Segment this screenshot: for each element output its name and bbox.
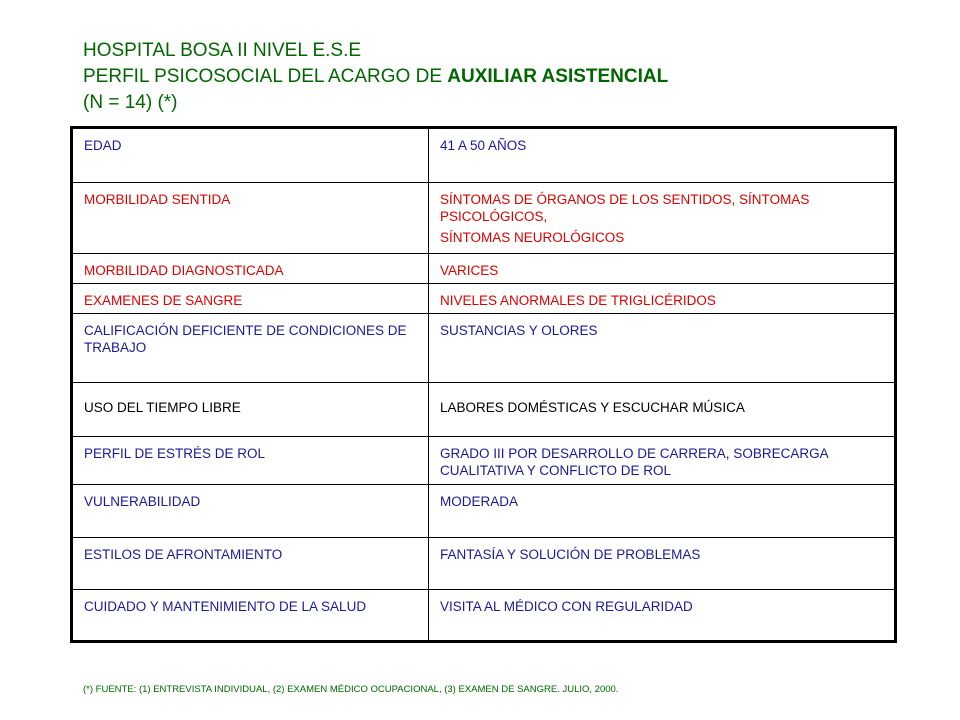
table-row <box>72 538 896 590</box>
table-row <box>72 128 896 183</box>
row-value-line: FANTASÍA Y SOLUCIÓN DE PROBLEMAS <box>440 547 701 562</box>
title-line-1: HOSPITAL BOSA II NIVEL E.S.E <box>83 40 362 61</box>
table-row <box>72 254 896 284</box>
row-label: ESTILOS DE AFRONTAMIENTO <box>72 538 429 590</box>
row-label: CUIDADO Y MANTENIMIENTO DE LA SALUD <box>72 590 429 642</box>
row-label: MORBILIDAD SENTIDA <box>72 183 429 254</box>
row-value <box>429 254 896 284</box>
table-row <box>72 485 896 538</box>
row-value <box>429 437 896 485</box>
table-row <box>72 183 896 254</box>
row-label: CALIFICACIÓN DEFICIENTE DE CONDICIONES DE TRABAJO <box>72 314 429 383</box>
row-value-line: MODERADA <box>440 494 519 509</box>
row-value <box>429 383 896 437</box>
table-row <box>72 437 896 485</box>
row-value <box>429 128 896 183</box>
title-line-2-prefix: PERFIL PSICOSOCIAL DEL ACARGO DE <box>83 66 448 87</box>
table-row <box>72 284 896 314</box>
row-value-line: VARICES <box>440 263 499 278</box>
table-row <box>72 383 896 437</box>
row-label: EDAD <box>72 128 429 183</box>
title-line-2-role: AUXILIAR ASISTENCIAL <box>447 66 669 87</box>
row-value-line: LABORES DOMÉSTICAS Y ESCUCHAR MÚSICA <box>440 400 745 415</box>
row-label: VULNERABILIDAD <box>72 485 429 538</box>
table-row <box>72 314 896 383</box>
row-label: USO DEL TIEMPO LIBRE <box>72 383 429 437</box>
row-value-line: VISITA AL MÉDICO CON REGULARIDAD <box>440 599 693 614</box>
row-value-line: SÍNTOMAS NEUROLÓGICOS <box>440 230 625 245</box>
row-value-line: GRADO III POR DESARROLLO DE CARRERA, SOBRECARGA CUALITATIVA Y CONFLICTO DE ROL <box>440 446 828 478</box>
row-value <box>429 538 896 590</box>
profile-table <box>70 126 897 643</box>
row-value-line: 41 A 50 AÑOS <box>440 138 527 153</box>
row-label: MORBILIDAD DIAGNOSTICADA <box>72 254 429 284</box>
row-value <box>429 314 896 383</box>
row-value <box>429 284 896 314</box>
source-footnote: (*) FUENTE: (1) ENTREVISTA INDIVIDUAL, (2) EXAMEN MÉDICO OCUPACIONAL, (3) EXAMEN DE SANGRE. JULIO, 2000. <box>83 684 619 695</box>
title-line-2 <box>83 64 668 90</box>
page-title <box>83 38 668 116</box>
row-value-line: NIVELES ANORMALES DE TRIGLICÉRIDOS <box>440 293 716 308</box>
row-label: PERFIL DE ESTRÉS DE ROL <box>72 437 429 485</box>
row-value-line: SUSTANCIAS Y OLORES <box>440 323 598 338</box>
title-line-3: (N = 14) (*) <box>83 92 178 113</box>
row-label: EXAMENES DE SANGRE <box>72 284 429 314</box>
row-value <box>429 183 896 254</box>
table-row <box>72 590 896 642</box>
row-value-line: SÍNTOMAS DE ÓRGANOS DE LOS SENTIDOS, SÍNTOMAS PSICOLÓGICOS, <box>440 192 810 224</box>
row-value <box>429 485 896 538</box>
row-value <box>429 590 896 642</box>
